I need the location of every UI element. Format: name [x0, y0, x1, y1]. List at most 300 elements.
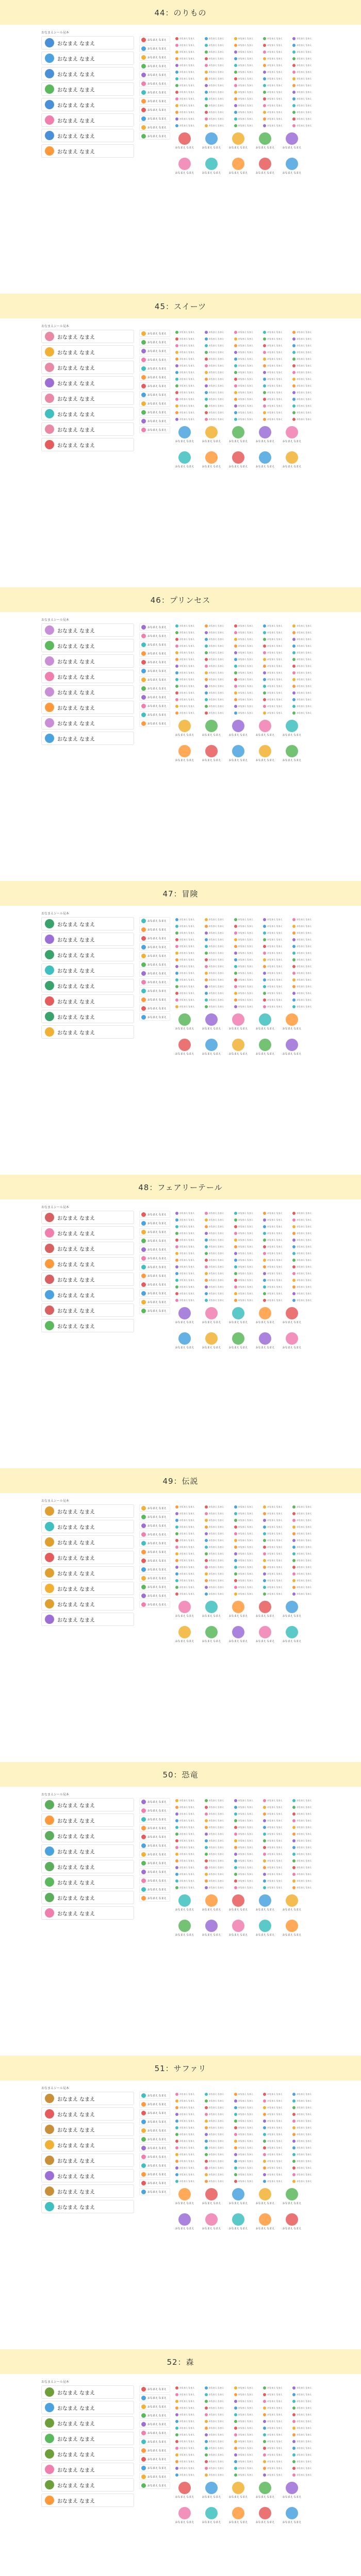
small-name-label [292, 70, 320, 75]
small-name-label [175, 1545, 203, 1550]
label-motif-icon [234, 1826, 237, 1829]
small-name-label [175, 2125, 203, 2130]
large-name-label [41, 963, 134, 977]
label-name-text: おなまえ なまえ [202, 1321, 221, 1324]
label-name-text: おなまえ なまえ [147, 1800, 167, 1804]
label-name-text: おなまえ なまえ [297, 1799, 312, 1802]
label-motif-icon [175, 998, 178, 1002]
small-name-label [292, 710, 320, 716]
small-name-label [292, 697, 320, 702]
label-name-text: おなまえ なまえ [179, 2140, 195, 2142]
label-motif-icon [178, 745, 191, 757]
label-name-text: おなまえ なまえ [147, 713, 167, 717]
label-motif-icon [205, 1866, 208, 1869]
label-motif-icon [234, 2160, 237, 2163]
label-name-text: おなまえ なまえ [208, 1846, 224, 1849]
label-name-text: おなまえ なまえ [57, 2096, 95, 2103]
label-motif-icon [292, 2467, 296, 2470]
label-name-text: おなまえ なまえ [238, 1866, 253, 1869]
label-motif-icon [141, 358, 146, 362]
label-name-text: おなまえ なまえ [147, 1826, 167, 1830]
label-motif-icon [234, 638, 237, 641]
small-name-label [292, 2105, 320, 2110]
label-motif-icon [175, 1232, 178, 1235]
label-name-text: おなまえ なまえ [238, 384, 253, 387]
label-name-text: おなまえ なまえ [238, 705, 253, 707]
small-name-label [263, 1798, 290, 1803]
label-motif-icon [286, 1626, 298, 1638]
medium-name-label [139, 1816, 170, 1823]
label-motif-icon [205, 44, 208, 47]
label-name-text: おなまえ なまえ [267, 50, 283, 53]
small-name-label [175, 1518, 203, 1523]
small-name-label [234, 1004, 261, 1009]
label-name-text: おなまえ なまえ [57, 690, 95, 696]
label-motif-icon [45, 1908, 54, 1918]
label-name-text: おなまえ なまえ [202, 1346, 221, 1349]
label-motif-icon [141, 419, 146, 423]
label-name-text: おなまえ なまえ [147, 64, 167, 68]
label-name-text: おなまえ なまえ [57, 736, 95, 742]
medium-name-label [139, 1307, 170, 1314]
label-motif-icon [205, 952, 208, 955]
medium-name-label [139, 2162, 170, 2169]
label-motif-icon [263, 2140, 266, 2143]
label-name-text: おなまえ なまえ [175, 1908, 194, 1911]
round-name-label [256, 132, 274, 149]
round-labels-row [175, 1307, 320, 1349]
label-name-text: おなまえ なまえ [179, 2400, 195, 2402]
label-motif-icon [141, 660, 146, 665]
small-name-label [292, 1811, 320, 1817]
label-motif-icon [292, 705, 296, 708]
label-name-text: おなまえ なまえ [267, 1218, 283, 1221]
label-motif-icon [205, 2106, 208, 2109]
small-name-label [263, 1558, 290, 1563]
small-name-label [292, 2419, 320, 2424]
large-name-label [41, 376, 134, 389]
label-motif-icon [234, 1879, 237, 1883]
small-name-label [263, 997, 290, 1003]
label-motif-icon [175, 2406, 178, 2410]
label-motif-icon [45, 146, 54, 156]
label-name-text: おなまえ なまえ [228, 1027, 248, 1030]
label-name-text: おなまえ なまえ [297, 104, 312, 107]
medium-name-label [139, 1522, 170, 1529]
medium-name-label [139, 2447, 170, 2454]
small-name-label [205, 76, 232, 81]
small-name-label [175, 336, 203, 342]
label-name-text: おなまえ なまえ [208, 1539, 224, 1541]
label-motif-icon [263, 331, 266, 334]
small-name-label [205, 951, 232, 956]
large-labels-column [41, 1798, 134, 1937]
label-name-text: おなまえ なまえ [147, 2414, 167, 2417]
label-motif-icon [263, 658, 266, 661]
medium-name-label [139, 978, 170, 986]
small-name-label [292, 1244, 320, 1249]
label-name-text: おなまえ なまえ [147, 989, 167, 993]
small-name-label [234, 383, 261, 388]
small-name-label [205, 2105, 232, 2110]
label-name-text: おなまえ なまえ [297, 1239, 312, 1241]
label-motif-icon [205, 1005, 208, 1008]
label-motif-icon [175, 337, 178, 341]
small-name-label [205, 1251, 232, 1256]
small-name-label [234, 1578, 261, 1583]
small-name-label [263, 924, 290, 929]
small-name-label [234, 677, 261, 682]
small-name-label [263, 110, 290, 115]
small-name-label [292, 1211, 320, 1216]
label-motif-icon [141, 1230, 146, 1234]
medium-name-label [139, 943, 170, 951]
label-motif-icon [205, 945, 208, 948]
small-name-label [263, 917, 290, 922]
label-motif-icon [292, 698, 296, 701]
small-name-label [175, 116, 203, 122]
small-name-label [175, 1538, 203, 1543]
medium-name-label [139, 2188, 170, 2195]
label-name-text: おなまえ なまえ [208, 1853, 224, 1855]
label-motif-icon [263, 931, 266, 935]
label-motif-icon [263, 2393, 266, 2396]
label-motif-icon [263, 2433, 266, 2436]
label-name-text: おなまえ なまえ [147, 2440, 167, 2444]
label-name-text: おなまえ なまえ [238, 378, 253, 380]
label-name-text: おなまえ なまえ [297, 1299, 312, 1301]
small-name-label [292, 684, 320, 689]
label-name-text: おなまえ なまえ [147, 1585, 167, 1589]
small-name-label [234, 917, 261, 922]
label-name-text: おなまえ なまえ [208, 2453, 224, 2456]
label-motif-icon [141, 125, 146, 130]
label-motif-icon [175, 1265, 178, 1268]
small-name-label [263, 2105, 290, 2110]
label-name-text: おなまえ なまえ [57, 396, 95, 402]
small-name-label [205, 1838, 232, 1843]
label-motif-icon [45, 394, 54, 403]
label-motif-icon [292, 931, 296, 935]
small-name-label [175, 70, 203, 75]
small-name-label [263, 1845, 290, 1850]
label-motif-icon [205, 1894, 218, 1907]
small-name-label [205, 1832, 232, 1837]
small-name-label [292, 2405, 320, 2411]
label-motif-icon [175, 2473, 178, 2477]
label-motif-icon [232, 2507, 244, 2519]
label-motif-icon [292, 1846, 296, 1849]
label-name-text: おなまえ なまえ [175, 172, 194, 175]
label-name-text: おなまえ なまえ [175, 759, 194, 762]
small-name-label [263, 1291, 290, 1296]
label-name-text: おなまえ なまえ [267, 117, 283, 120]
small-name-label [175, 343, 203, 348]
label-sheet [41, 911, 320, 1056]
small-name-label [175, 1811, 203, 1817]
label-motif-icon [45, 1306, 54, 1315]
small-name-label [292, 2446, 320, 2451]
label-motif-icon [292, 1232, 296, 1235]
small-name-label [263, 1571, 290, 1577]
label-name-text: おなまえ なまえ [208, 2099, 224, 2102]
label-name-text: おなまえ なまえ [179, 2166, 195, 2169]
small-name-label [292, 937, 320, 942]
large-name-label [41, 1860, 134, 1873]
label-motif-icon [205, 1519, 208, 1522]
label-motif-icon [234, 351, 237, 354]
small-name-label [292, 1845, 320, 1850]
label-motif-icon [141, 1274, 146, 1278]
small-name-label [234, 49, 261, 55]
small-name-label [175, 2152, 203, 2157]
label-motif-icon [178, 1332, 191, 1345]
label-motif-icon [178, 132, 191, 145]
label-motif-icon [205, 1579, 208, 1582]
small-name-label [292, 704, 320, 709]
label-name-text: おなまえ なまえ [297, 418, 312, 420]
small-name-label [234, 690, 261, 696]
small-name-label [292, 2392, 320, 2397]
label-name-text: おなまえ なまえ [179, 358, 195, 360]
label-name-text: おなまえ なまえ [238, 71, 253, 73]
label-motif-icon [232, 158, 244, 170]
label-motif-icon [232, 1920, 244, 1932]
label-motif-icon [45, 69, 54, 78]
label-motif-icon [263, 958, 266, 961]
label-motif-icon [45, 1846, 54, 1856]
small-name-label [175, 2119, 203, 2124]
medium-name-label [139, 2179, 170, 2187]
label-name-text: おなまえ なまえ [179, 2453, 195, 2456]
large-name-label [41, 2107, 134, 2121]
small-name-label [175, 110, 203, 115]
label-name-text: おなまえ なまえ [208, 2173, 224, 2176]
small-name-label [263, 1224, 290, 1229]
large-name-label [41, 2432, 134, 2445]
label-motif-icon [292, 44, 296, 47]
label-motif-icon [292, 1839, 296, 1842]
label-name-text: おなまえ なまえ [282, 1615, 302, 1618]
label-name-text: おなまえ なまえ [179, 2473, 195, 2476]
label-motif-icon [292, 1272, 296, 1275]
label-motif-icon [45, 2403, 54, 2412]
small-name-label [263, 1865, 290, 1870]
round-name-label [256, 1332, 274, 1349]
label-motif-icon [263, 645, 266, 648]
label-name-text: おなまえ なまえ [297, 1559, 312, 1562]
label-motif-icon [141, 55, 146, 60]
label-name-text: おなまえ なまえ [238, 1859, 253, 1862]
round-name-label [175, 1039, 194, 1056]
label-motif-icon [141, 64, 146, 69]
label-motif-icon [45, 935, 54, 944]
label-name-text: おなまえ なまえ [57, 1911, 95, 1917]
label-name-text: おなまえ なまえ [267, 998, 283, 1001]
label-motif-icon [141, 2093, 146, 2098]
small-name-label [234, 1558, 261, 1563]
label-motif-icon [263, 1265, 266, 1268]
medium-name-label [139, 356, 170, 363]
small-name-label [205, 670, 232, 675]
label-name-text: おなまえ なまえ [267, 1265, 283, 1268]
small-name-label [263, 2112, 290, 2117]
label-motif-icon [234, 665, 237, 668]
label-name-text: おなまえ なまえ [267, 2406, 283, 2409]
label-motif-icon [45, 1321, 54, 1330]
round-name-label [256, 2188, 274, 2205]
label-motif-icon [234, 1505, 237, 1509]
small-name-label [292, 397, 320, 402]
label-name-text: おなまえ なまえ [297, 931, 312, 934]
large-name-label [41, 1551, 134, 1564]
medium-name-label [139, 1504, 170, 1512]
label-name-text: おなまえ なまえ [238, 1812, 253, 1815]
medium-name-label [139, 1798, 170, 1805]
round-name-label [256, 2507, 274, 2524]
label-name-text: おなまえ なまえ [297, 1259, 312, 1261]
label-motif-icon [141, 1247, 146, 1252]
small-name-label [234, 2105, 261, 2110]
label-motif-icon [263, 1252, 266, 1255]
small-name-label [175, 1832, 203, 1837]
label-motif-icon [234, 965, 237, 968]
label-motif-icon [45, 1800, 54, 1809]
small-name-label [175, 670, 203, 675]
label-motif-icon [45, 734, 54, 743]
label-motif-icon [45, 2202, 54, 2211]
label-name-text: おなまえ なまえ [147, 1568, 167, 1571]
label-motif-icon [175, 685, 178, 688]
small-name-label [234, 937, 261, 942]
medium-name-label [139, 1592, 170, 1599]
small-name-label [263, 1545, 290, 1550]
label-name-text: おなまえ なまえ [297, 2140, 312, 2142]
small-name-label [234, 2119, 261, 2124]
label-name-text: おなまえ なまえ [297, 2440, 312, 2443]
label-motif-icon [205, 1285, 208, 1289]
label-name-text: おなまえ なまえ [208, 71, 224, 73]
label-motif-icon [263, 2173, 266, 2176]
small-name-label [175, 2446, 203, 2451]
label-motif-icon [175, 398, 178, 401]
small-name-label [205, 971, 232, 976]
small-name-label [205, 403, 232, 409]
label-name-text: おなまえ なまえ [179, 631, 195, 634]
label-motif-icon [175, 2180, 178, 2183]
label-motif-icon [263, 418, 266, 421]
large-name-label [41, 392, 134, 405]
label-name-text: おなまえ なまえ [267, 2146, 283, 2149]
label-motif-icon [232, 426, 244, 438]
label-name-text: おなまえ なまえ [297, 337, 312, 340]
label-name-text: おなまえ なまえ [208, 1826, 224, 1828]
label-name-text: おなまえ なまえ [267, 124, 283, 127]
small-name-label [292, 2399, 320, 2404]
small-name-label [263, 1585, 290, 1590]
label-name-text: おなまえ なまえ [297, 2473, 312, 2476]
label-name-text: おなまえ なまえ [267, 77, 283, 80]
large-name-label [41, 1582, 134, 1595]
label-motif-icon [205, 624, 208, 628]
label-motif-icon [141, 2181, 146, 2185]
label-name-text: おなまえ なまえ [208, 391, 224, 394]
large-labels-column [41, 1211, 134, 1349]
label-motif-icon [263, 1299, 266, 1302]
label-name-text: おなまえ なまえ [175, 465, 194, 468]
small-name-label [205, 330, 232, 335]
label-name-text: おなまえ なまえ [179, 1833, 195, 1835]
small-name-label [234, 1271, 261, 1276]
small-name-label [205, 991, 232, 996]
label-name-text: おなまえ なまえ [57, 350, 95, 356]
label-name-text: おなまえ なまえ [147, 384, 167, 388]
label-name-text: おなまえ なまえ [208, 124, 224, 127]
label-motif-icon [205, 2120, 208, 2123]
small-name-label [205, 2446, 232, 2451]
label-motif-icon [175, 918, 178, 921]
label-motif-icon [205, 337, 208, 341]
label-name-text: おなまえ なまえ [57, 659, 95, 665]
label-name-text: おなまえ なまえ [179, 1245, 195, 1248]
label-motif-icon [292, 624, 296, 628]
label-motif-icon [263, 1259, 266, 1262]
small-name-label [234, 944, 261, 949]
label-motif-icon [45, 1831, 54, 1840]
small-name-label [234, 710, 261, 716]
label-name-text: おなまえ なまえ [297, 671, 312, 674]
label-name-text: おなまえ なまえ [179, 404, 195, 407]
small-name-label [263, 704, 290, 709]
small-name-label [263, 76, 290, 81]
label-name-text: おなまえ なまえ [228, 1640, 248, 1643]
label-motif-icon [205, 1601, 218, 1613]
section-49 [0, 1468, 361, 1762]
small-name-label [292, 650, 320, 655]
small-name-label [263, 2172, 290, 2177]
label-motif-icon [263, 1819, 266, 1822]
label-name-text: おなまえ なまえ [179, 378, 195, 380]
label-name-text: おなまえ なまえ [179, 1826, 195, 1828]
large-name-label [41, 2416, 134, 2430]
label-motif-icon [205, 2482, 218, 2494]
small-name-label [234, 410, 261, 415]
label-motif-icon [45, 1012, 54, 1021]
label-motif-icon [175, 384, 178, 387]
label-name-text: おなまえ なまえ [179, 698, 195, 701]
small-name-label [234, 1264, 261, 1269]
small-name-label [205, 2459, 232, 2464]
small-name-label [234, 336, 261, 342]
small-name-label [205, 397, 232, 402]
label-name-text: おなまえ なまえ [297, 2413, 312, 2416]
label-name-text: おなまえ なまえ [297, 1265, 312, 1268]
label-name-text: おなまえ なまえ [208, 2427, 224, 2429]
label-motif-icon [263, 1539, 266, 1542]
small-name-label [234, 1231, 261, 1236]
small-name-label [175, 1231, 203, 1236]
small-name-label [263, 390, 290, 395]
label-motif-icon [292, 1218, 296, 1222]
large-name-label [41, 1303, 134, 1317]
label-name-text: おなまえ なまえ [282, 1321, 302, 1324]
label-name-text: おなまえ なまえ [297, 344, 312, 347]
medium-name-label [139, 1548, 170, 1555]
small-name-label [175, 2439, 203, 2444]
medium-name-label [139, 2109, 170, 2116]
label-motif-icon [45, 2125, 54, 2134]
label-name-text: おなまえ なまえ [238, 1839, 253, 1842]
